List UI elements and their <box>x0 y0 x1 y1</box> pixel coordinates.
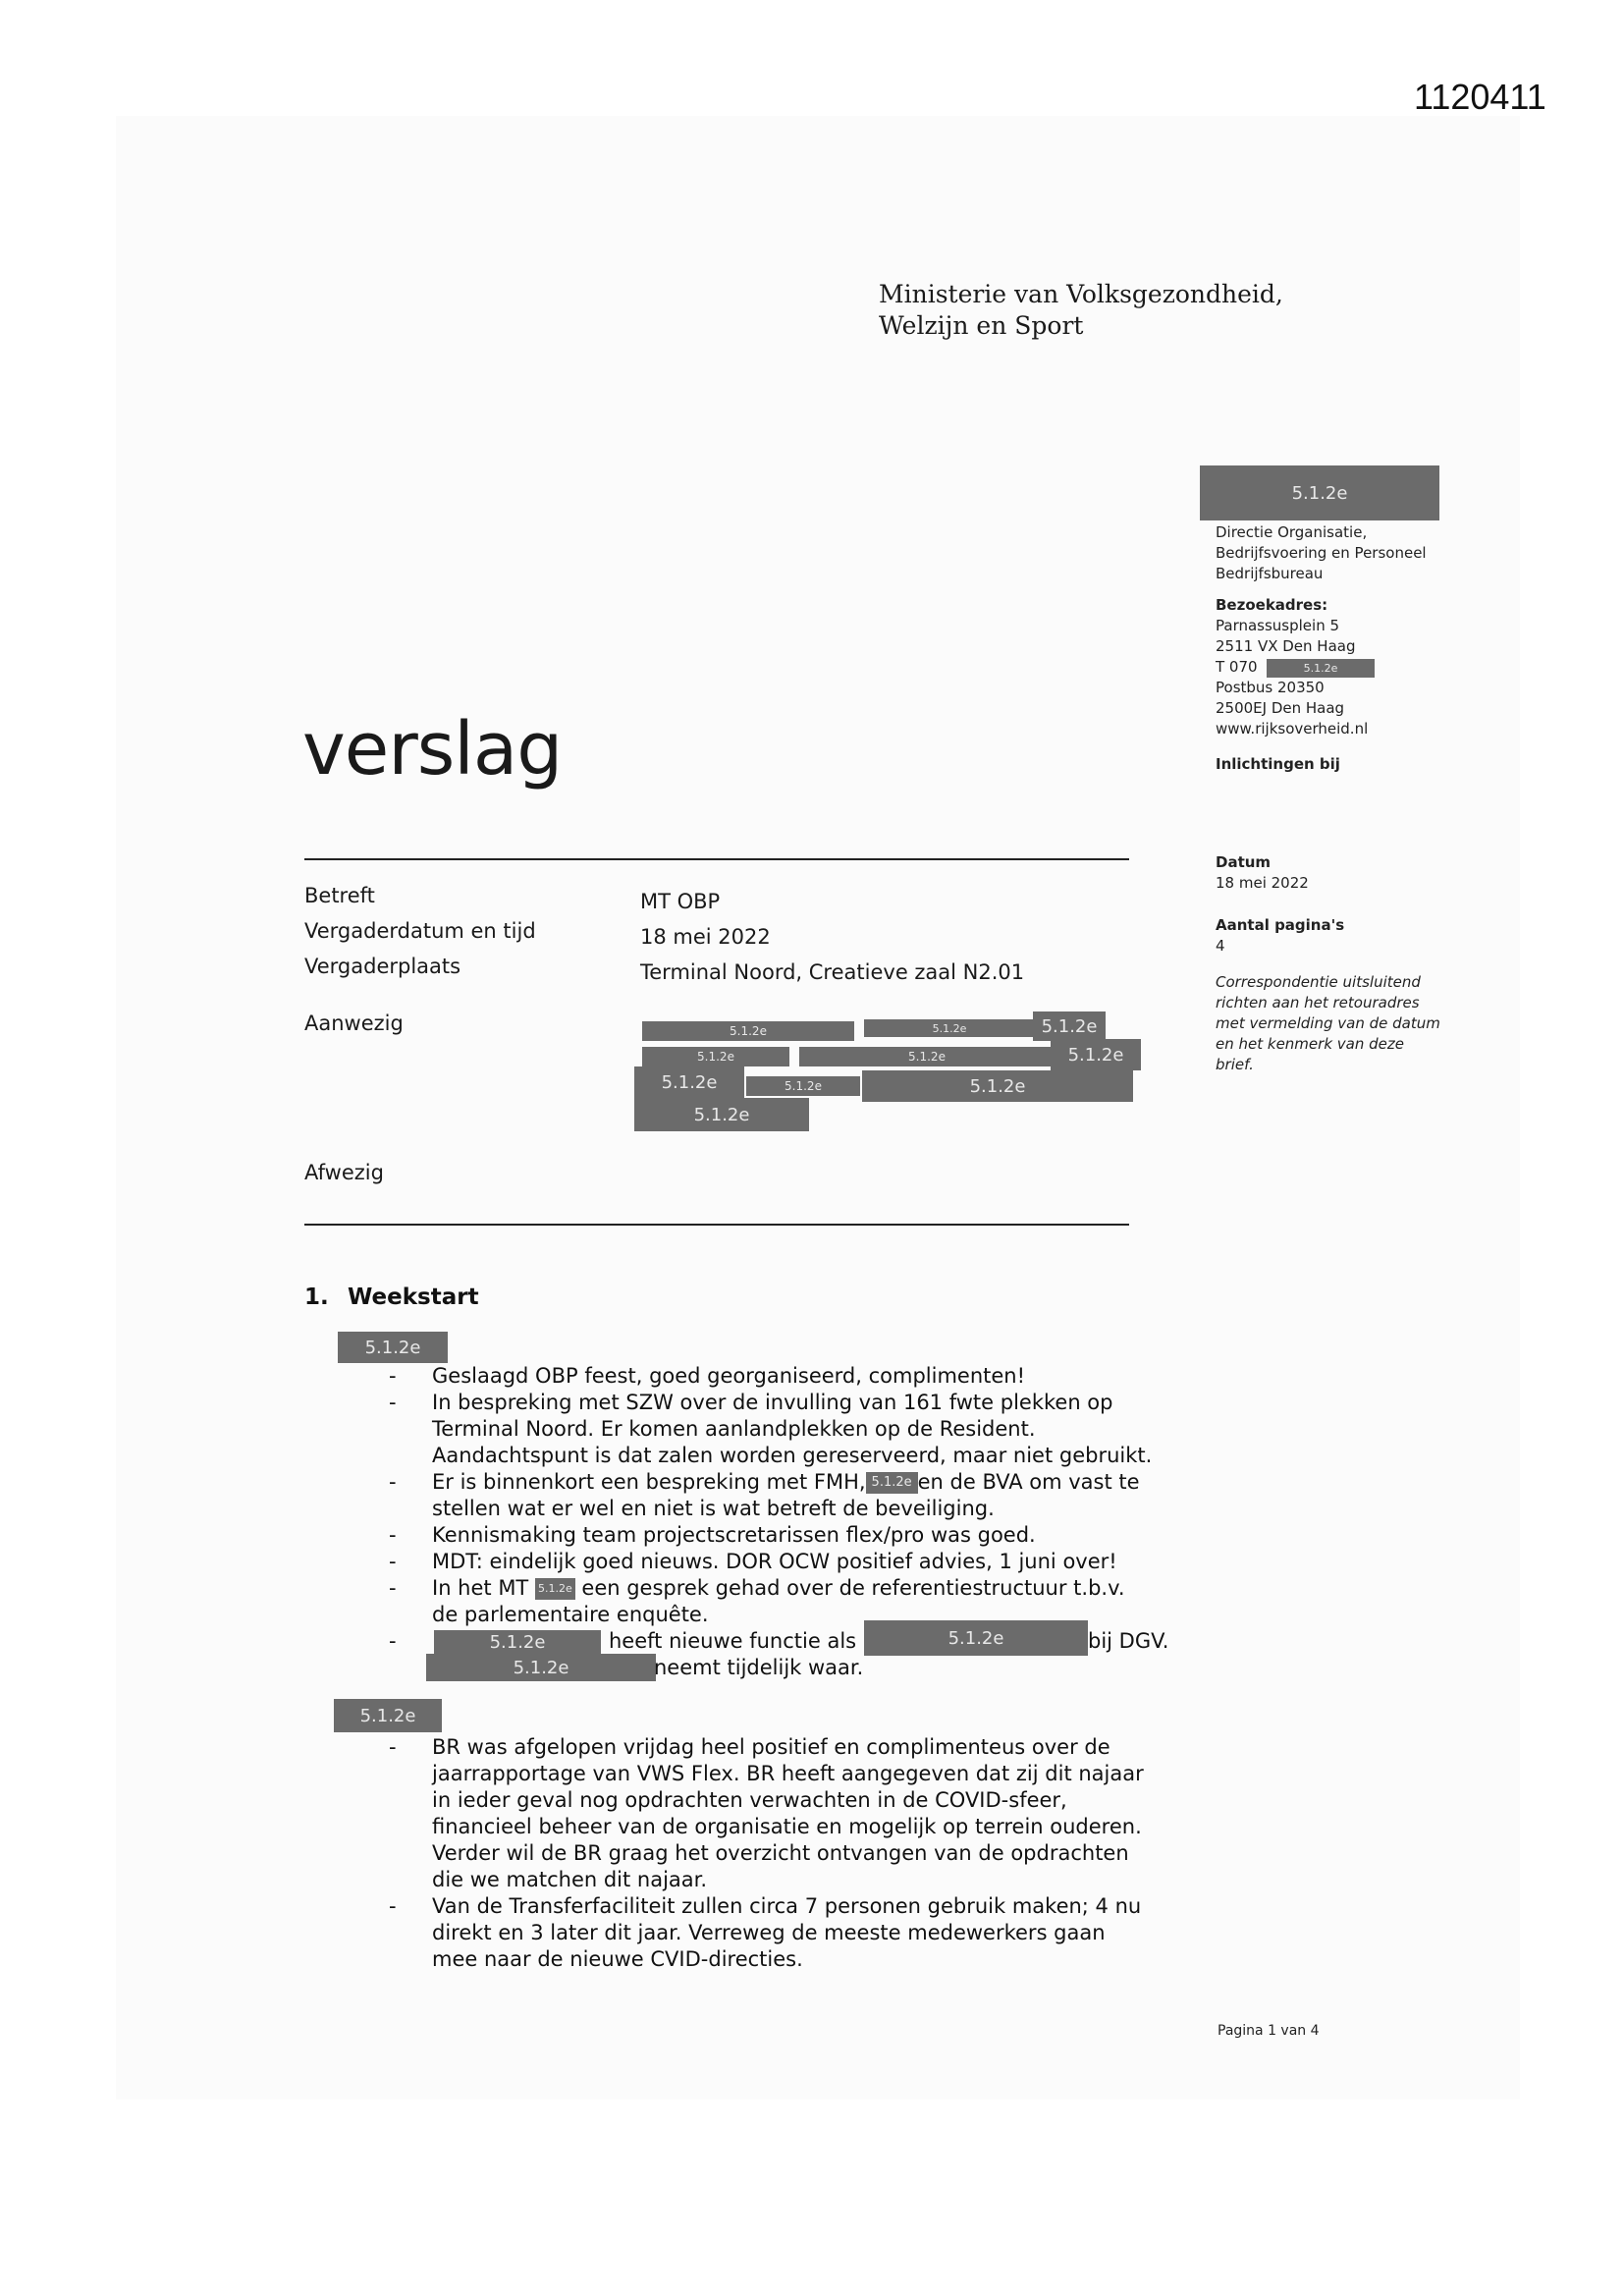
bullet-text <box>432 1575 1125 1602</box>
bullet-text: neemt tijdelijk waar. <box>654 1656 864 1679</box>
redaction-attendee: 5.1.2e <box>642 1047 789 1066</box>
bullet-text: Van de Transferfaciliteit zullen circa 7 personen gebruik maken; 4 nu <box>432 1894 1142 1918</box>
bullet-text: Geslaagd OBP feest, goed georganiseerd, complimenten! <box>432 1364 1026 1388</box>
bullet-text-part: Er is binnenkort een bespreking met FMH, <box>432 1470 866 1494</box>
bullet-text: heeft nieuwe functie als <box>609 1629 857 1653</box>
document-title: verslag <box>302 707 563 792</box>
bullet-text: direkt en 3 later dit jaar. Verreweg de meeste medewerkers gaan <box>432 1921 1106 1944</box>
bullet-text: de parlementaire enquête. <box>432 1603 709 1626</box>
place-label: Vergaderplaats <box>304 955 461 978</box>
postcode-line: 2500EJ Den Haag <box>1216 699 1345 717</box>
bullet-text: Verder wil de BR graag het overzicht ontvangen van de opdrachten <box>432 1841 1129 1865</box>
bullet-text <box>432 1469 1140 1496</box>
section-heading <box>304 1285 479 1310</box>
bullet-dash: - <box>389 1364 397 1388</box>
note-line: en het kenmerk van deze <box>1216 1035 1404 1053</box>
address-line: 2511 VX Den Haag <box>1216 637 1356 655</box>
note-line: brief. <box>1216 1056 1254 1073</box>
place-value: Terminal Noord, Creatieve zaal N2.01 <box>640 960 1025 984</box>
sidebar-department <box>1216 522 1427 584</box>
bullet-text: in ieder geval nog opdrachten verwachten in de COVID-sfeer, <box>432 1788 1067 1812</box>
bullet-text: Kennismaking team projectscretarissen flex/pro was goed. <box>432 1523 1036 1547</box>
redaction-speaker-2: 5.1.2e <box>334 1699 442 1732</box>
redaction-speaker-1: 5.1.2e <box>338 1332 448 1363</box>
bullet-text: jaarrapportage van VWS Flex. BR heeft aangegeven dat zij dit najaar <box>432 1762 1144 1785</box>
pages-value: 4 <box>1216 937 1225 955</box>
bullet-text: bij DGV. <box>1088 1629 1169 1653</box>
redaction-attendee: 5.1.2e <box>634 1066 744 1098</box>
betreft-label: Betreft <box>304 884 375 907</box>
bullet-text: Terminal Noord. Er komen aanlandplekken op de Resident. <box>432 1417 1036 1441</box>
absent-label: Afwezig <box>304 1161 384 1184</box>
section-number: 1. <box>304 1285 329 1310</box>
address-line: Parnassusplein 5 <box>1216 617 1340 634</box>
phone-number: T 070 <box>1216 658 1258 676</box>
bullet-text-part: en de BVA om vast te <box>917 1470 1140 1494</box>
sidebar-date <box>1216 852 1309 894</box>
page-number: Pagina 1 van 4 <box>1218 2023 1320 2039</box>
ministry-line-2: Welzijn en Sport <box>879 311 1084 340</box>
bullet-dash: - <box>389 1523 397 1547</box>
redaction-attendee: 5.1.2e <box>862 1070 1133 1102</box>
note-line: met vermelding van de datum <box>1216 1014 1440 1032</box>
redaction-attendee: 5.1.2e <box>634 1098 809 1131</box>
bullet-text: mee naar de nieuwe CVID-directies. <box>432 1947 803 1971</box>
postbus-line: Postbus 20350 <box>1216 679 1325 696</box>
bullet-dash: - <box>389 1629 397 1653</box>
redaction-function: 5.1.2e <box>864 1620 1088 1656</box>
redaction-inline: 5.1.2e <box>866 1472 918 1494</box>
redaction-attendee: 5.1.2e <box>746 1076 860 1096</box>
betreft-value: MT OBP <box>640 890 721 913</box>
redaction-inline: 5.1.2e <box>535 1578 575 1600</box>
ministry-line-1: Ministerie van Volksgezondheid, <box>879 280 1283 308</box>
ministry-logo-text <box>879 279 1283 342</box>
dept-line: Bedrijfsvoering en Personeel <box>1216 544 1427 562</box>
redaction-attendee: 5.1.2e <box>864 1019 1035 1037</box>
top-divider <box>304 858 1129 860</box>
note-line: Correspondentie uitsluitend <box>1216 973 1421 991</box>
bullet-text: financieel beheer van de organisatie en mogelijk op terrein ouderen. <box>432 1815 1142 1838</box>
dept-line: Bedrijfsbureau <box>1216 565 1324 582</box>
redaction-person: 5.1.2e <box>426 1654 656 1681</box>
bullet-dash: - <box>389 1550 397 1573</box>
bottom-divider <box>304 1224 1129 1226</box>
redaction-person: 5.1.2e <box>434 1630 601 1654</box>
bullet-dash: - <box>389 1735 397 1759</box>
bullet-text: Aandachtspunt is dat zalen worden gereserveerd, maar niet gebruikt. <box>432 1444 1153 1467</box>
section-title: Weekstart <box>348 1285 479 1310</box>
redaction-sidebar-name: 5.1.2e <box>1200 465 1439 520</box>
redaction-attendee: 5.1.2e <box>642 1021 854 1041</box>
note-line: richten aan het retouradres <box>1216 994 1420 1011</box>
visit-address-label: Bezoekadres: <box>1216 596 1328 614</box>
bullet-text: In bespreking met SZW over de invulling van 161 fwte plekken op <box>432 1391 1113 1414</box>
redaction-attendee: 5.1.2e <box>799 1047 1055 1066</box>
bullet-text: stellen wat er wel en niet is wat betreft de beveiliging. <box>432 1497 995 1520</box>
bullet-dash: - <box>389 1894 397 1918</box>
pages-label: Aantal pagina's <box>1216 916 1345 934</box>
redaction-attendee: 5.1.2e <box>1033 1011 1106 1041</box>
bullet-text: BR was afgelopen vrijdag heel positief en complimenteus over de <box>432 1735 1110 1759</box>
date-value: 18 mei 2022 <box>1216 874 1309 892</box>
date-label: Datum <box>1216 853 1272 871</box>
present-label: Aanwezig <box>304 1011 404 1035</box>
sidebar-note <box>1216 972 1440 1075</box>
sidebar-pages <box>1216 915 1344 957</box>
bullet-text: die we matchen dit najaar. <box>432 1868 708 1891</box>
datetime-label: Vergaderdatum en tijd <box>304 919 536 943</box>
redaction-attendee: 5.1.2e <box>1051 1039 1141 1070</box>
bullet-text-part: In het MT <box>432 1576 529 1600</box>
info-label: Inlichtingen bij <box>1216 755 1340 773</box>
dept-line: Directie Organisatie, <box>1216 523 1368 541</box>
sidebar-info <box>1216 754 1340 775</box>
bullet-dash: - <box>389 1576 397 1600</box>
bullet-text-part: een gesprek gehad over de referentiestructuur t.b.v. <box>581 1576 1125 1600</box>
bullet-text: MDT: eindelijk goed nieuws. DOR OCW positief advies, 1 juni over! <box>432 1550 1117 1573</box>
sidebar-address <box>1216 595 1368 739</box>
redaction-phone: 5.1.2e <box>1267 659 1375 678</box>
bullet-dash: - <box>389 1391 397 1414</box>
date-value: 18 mei 2022 <box>640 925 771 949</box>
website-link[interactable]: www.rijksoverheid.nl <box>1216 720 1369 738</box>
bullet-dash: - <box>389 1470 397 1494</box>
document-number: 1120411 <box>1414 77 1546 117</box>
